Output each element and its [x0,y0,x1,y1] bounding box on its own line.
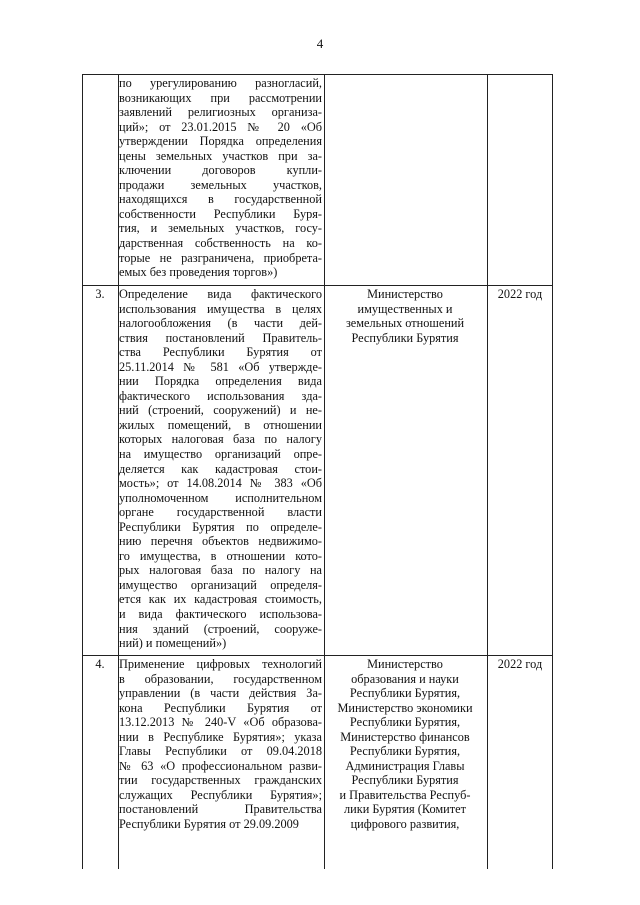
text-line: возникающих при рассмотрении [119,90,322,105]
text-line: ствия постановлений Правитель- [119,330,322,345]
text-line: фактического использования зда- [119,388,322,403]
text-line: земельных отношений [345,316,465,331]
page-number: 4 [316,36,324,51]
text-line: Республики Бурятия [351,330,459,345]
text-line: ства Республики Бурятия от [119,345,322,360]
text-line: постановлений Правительства [119,802,322,817]
row-description [119,287,322,651]
text-line: образования и науки [351,671,459,686]
text-line: имущественных и [357,301,453,316]
text-line: которых налоговая база по налогу [119,432,322,447]
text-line: жилых помещений, в отношении [119,417,322,432]
text-line: 13.12.2013 № 240-V «Об образова- [119,715,322,730]
text-line: Главы Республики от 09.04.2018 [119,744,322,759]
text-line: ется как их кадастровая стоимость, [119,592,322,607]
text-line: по урегулированию разногласий, [119,76,322,90]
text-line: нии в Республике Бурятия»; указа [119,729,322,744]
text-line: тия, и земельных участков, госу- [119,221,322,236]
text-line: находящихся в государственной [119,192,322,207]
text-line: цифрового развития, [350,817,460,832]
row-organization [324,287,486,345]
text-line: Республики Бурятия, [349,686,461,701]
text-line: уполномоченном исполнительном [119,490,322,505]
text-line: Республики Бурятия [351,773,459,788]
text-line: кона Республики Бурятия от [119,700,322,715]
text-line: лики Бурятия (Комитет [344,802,466,817]
text-line: дарственная собственность на ко- [119,236,322,251]
table-border-top [82,74,553,75]
text-line: Министерство финансов [340,729,470,744]
text-line: Министерство [367,657,443,671]
table-border-right [552,74,553,869]
text-line: и вида фактического использова- [119,607,322,622]
text-line: управлении (в части действия За- [119,686,322,701]
row-number: 4. [95,657,105,671]
row-year: 2022 год [497,287,543,301]
text-line: налогообложения (в части дей- [119,316,322,331]
text-line: и Правительства Респуб- [339,787,471,802]
text-line: Республики Бурятия, [349,715,461,730]
text-line: тии государственных гражданских [119,773,322,788]
text-line: Министерство [367,287,443,301]
text-line: ния зданий (строений, сооруже- [119,621,322,636]
text-line: мость»; от 14.08.2014 № 383 «Об [119,476,322,491]
row-organization [324,657,486,832]
text-line: органе государственной власти [119,505,322,520]
row-number: 3. [95,287,105,301]
text-line: торые не разграничена, приобрета- [119,250,322,265]
text-line: Республики Бурятия от 29.09.2009 [119,817,299,832]
text-line: ций»; от 23.01.2015 № 20 «Об [119,119,322,134]
text-line: продажи земельных участков, [119,177,322,192]
text-line: утверждении Порядка определения [119,134,322,149]
text-line: ключении договоров купли- [119,163,322,178]
text-line: 25.11.2014 № 581 «Об утвержде- [119,359,322,374]
text-line: служащих Республики Бурятия»; [119,787,322,802]
row-divider-2 [82,655,553,656]
text-line: цены земельных участков при за- [119,148,322,163]
row-divider-1 [82,285,553,286]
text-line: заявлений религиозных организа- [119,105,322,120]
row-year: 2022 год [497,657,543,671]
text-line: ний) и помещений») [119,636,227,651]
row-description [119,76,322,280]
text-line: в образовании, государственном [119,671,322,686]
text-line: имущество организаций определя- [119,577,322,592]
text-line: на имущество организаций опре- [119,447,322,462]
text-line: № 63 «О профессиональном разви- [119,758,322,773]
text-line: использования имущества в целях [119,301,322,316]
text-line: Республики Бурятия по определе- [119,519,322,534]
text-line: Администрация Главы [345,758,465,773]
text-line: Применение цифровых технологий [119,657,322,671]
text-line: емых без проведения торгов») [119,265,278,280]
text-line: рых налоговая база по налогу на [119,563,322,578]
text-line: нии Порядка определения вида [119,374,322,389]
text-line: ний (строений, сооружений) и не- [119,403,322,418]
text-line: го имущества, в отношении кото- [119,548,322,563]
text-line: Министерство экономики [337,700,473,715]
column-divider-organization [487,74,488,869]
text-line: деляется как кадастровая стои- [119,461,322,476]
document-table [82,74,553,869]
text-line: Республики Бурятия, [349,744,461,759]
text-line: нию перечня объектов недвижимо- [119,534,322,549]
row-description [119,657,322,832]
text-line: собственности Республики Буря- [119,206,322,221]
table-border-left [82,74,83,869]
text-line: Определение вида фактического [119,287,322,301]
